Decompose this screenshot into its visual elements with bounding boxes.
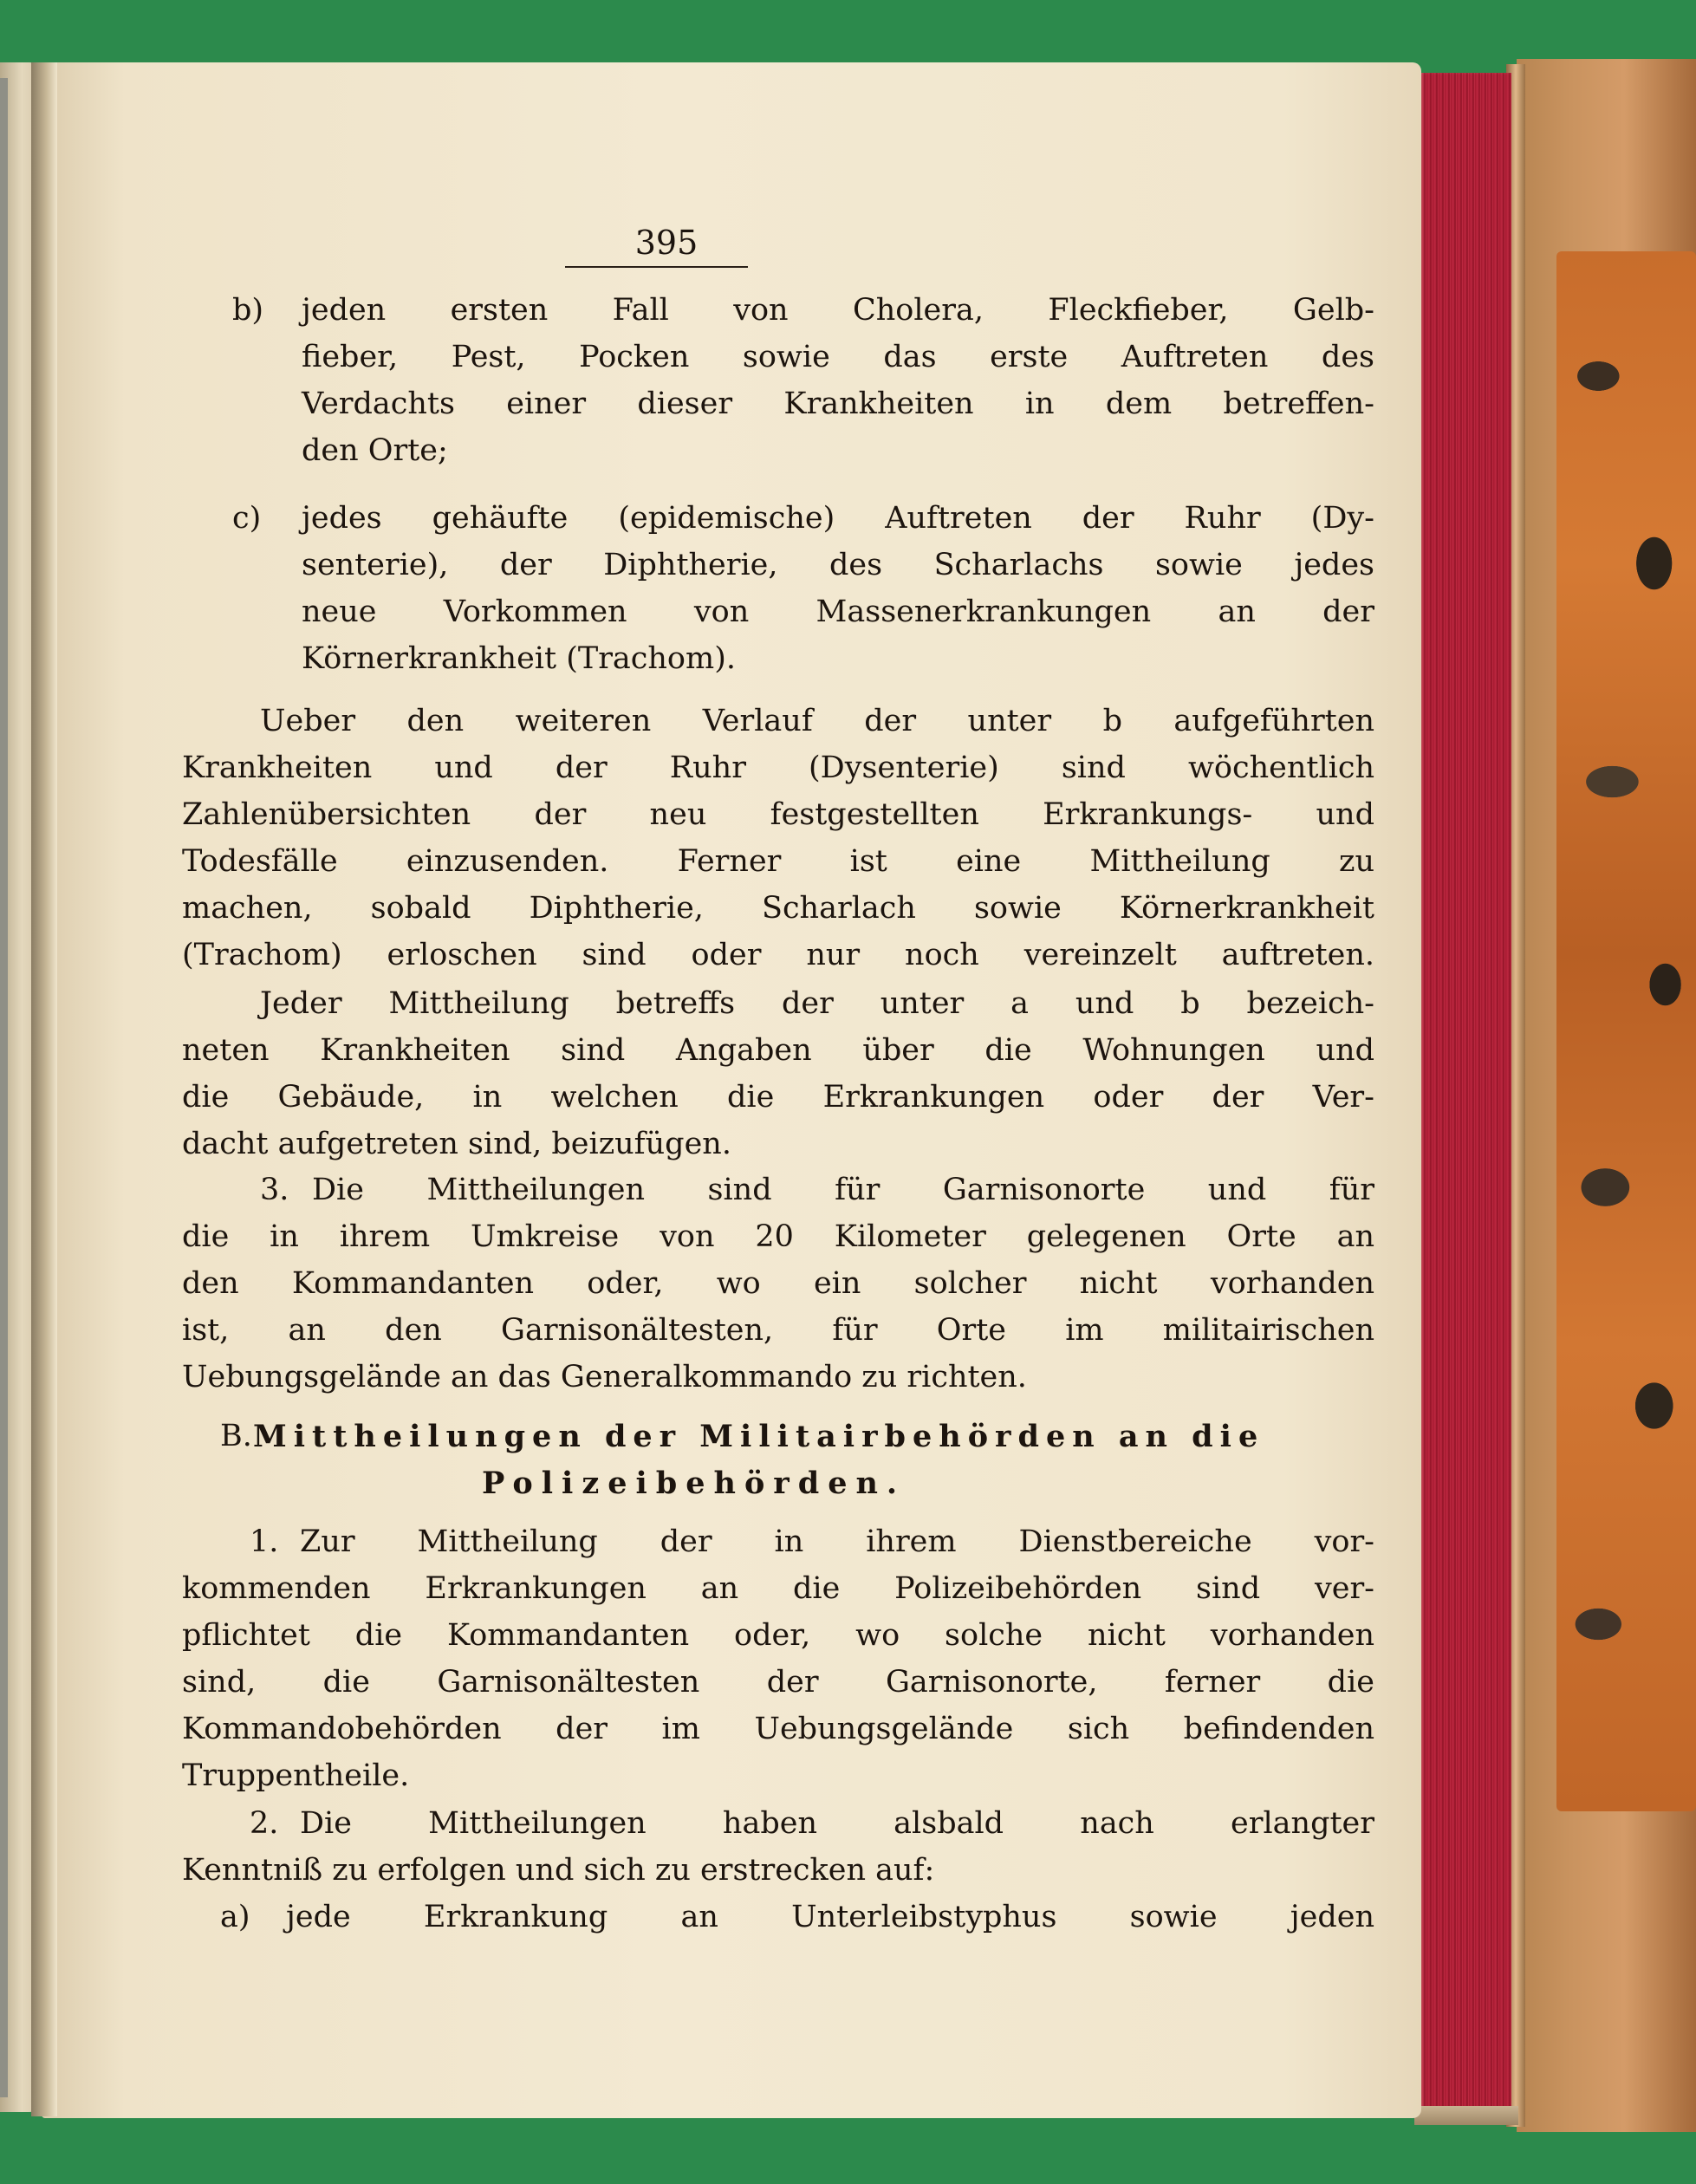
text-line: jedes gehäufte (epidemische) Auftreten der Ruhr (Dy- bbox=[302, 501, 1374, 536]
text-line: pflichtet die Kommandanten oder, wo solche nicht vorhanden bbox=[182, 1618, 1374, 1653]
text-line: Krankheiten und der Ruhr (Dysenterie) sind wöchentlich bbox=[182, 751, 1374, 785]
item-b-label: b) bbox=[232, 293, 264, 328]
text-line: Verdachts einer dieser Krankheiten in dem betreffen- bbox=[302, 387, 1374, 421]
text-line: kommenden Erkrankungen an die Polizeibehörden sind ver- bbox=[182, 1571, 1374, 1606]
item-c-label: c) bbox=[232, 501, 262, 536]
marbled-cover-pattern bbox=[1556, 251, 1696, 1811]
text-line: jede Erkrankung an Unterleibstyphus sowie jeden bbox=[286, 1900, 1374, 1934]
text-line: fieber, Pest, Pocken sowie das erste Auftreten des bbox=[302, 340, 1374, 374]
text-line: den Orte; bbox=[302, 433, 448, 468]
text-line: Jeder Mittheilung betreffs der unter a und b bezeich- bbox=[260, 986, 1374, 1021]
text-line: Kenntniß zu erfolgen und sich zu erstrecken auf: bbox=[182, 1853, 935, 1888]
text-line: den Kommandanten oder, wo ein solcher nicht vorhanden bbox=[182, 1266, 1374, 1301]
text-line: die Gebäude, in welchen die Erkrankungen oder der Ver- bbox=[182, 1080, 1374, 1115]
section-b-label: B. bbox=[220, 1419, 252, 1453]
paragraph-1-number: 1. bbox=[250, 1524, 279, 1559]
text-line: neten Krankheiten sind Angaben über die Wohnungen und bbox=[182, 1033, 1374, 1068]
text-line: machen, sobald Diphtherie, Scharlach sowie Körnerkrankheit bbox=[182, 891, 1374, 926]
paragraph-3-number: 3. bbox=[260, 1173, 289, 1207]
text-line: neue Vorkommen von Massenerkrankungen an der bbox=[302, 595, 1374, 629]
text-line: (Trachom) erloschen sind oder nur noch vereinzelt auftreten. bbox=[182, 938, 1374, 972]
text-line: die in ihrem Umkreise von 20 Kilometer gelegenen Orte an bbox=[182, 1219, 1374, 1254]
text-line: sind, die Garnisonältesten der Garnisonorte, ferner die bbox=[182, 1665, 1374, 1700]
red-page-edges bbox=[1414, 73, 1511, 2118]
text-line: senterie), der Diphtherie, des Scharlachs sowie jedes bbox=[302, 548, 1374, 582]
text-line: ist, an den Garnisonältesten, für Orte im militairischen bbox=[182, 1313, 1374, 1348]
paragraph-2-number: 2. bbox=[250, 1806, 279, 1841]
section-b-heading: Mittheilungen der Militairbehörden an die bbox=[253, 1419, 1265, 1454]
text-line: Ueber den weiteren Verlauf der unter b aufgeführten bbox=[260, 704, 1374, 738]
text-line: Die Mittheilungen haben alsbald nach erlangter bbox=[300, 1806, 1374, 1841]
page-number-rule bbox=[565, 266, 748, 268]
section-b-heading-line2: Polizeibehörden. bbox=[482, 1466, 906, 1501]
text-line: Uebungsgelände an das Generalkommando zu richten. bbox=[182, 1360, 1027, 1394]
text-line: Die Mittheilungen sind für Garnisonorte und für bbox=[312, 1173, 1374, 1207]
text-line: Zahlenübersichten der neu festgestellten Erkrankungs- und bbox=[182, 797, 1374, 832]
text-line: Körnerkrankheit (Trachom). bbox=[302, 641, 736, 676]
item-a-label: a) bbox=[220, 1900, 250, 1934]
text-line: Truppentheile. bbox=[182, 1758, 410, 1793]
text-line: jeden ersten Fall von Cholera, Fleckfieber, Gelb- bbox=[302, 293, 1374, 328]
text-line: Todesfälle einzusenden. Ferner ist eine Mittheilung zu bbox=[182, 844, 1374, 879]
book-gutter bbox=[31, 62, 57, 2116]
left-page-rim bbox=[0, 78, 8, 2097]
page-block-bottom bbox=[1414, 2106, 1518, 2125]
page-number: 395 bbox=[634, 224, 699, 262]
text-line: dacht aufgetreten sind, beizufügen. bbox=[182, 1127, 731, 1161]
text-line: Zur Mittheilung der in ihrem Dienstbereiche vor- bbox=[300, 1524, 1374, 1559]
text-line: Kommandobehörden der im Uebungsgelände sich befindenden bbox=[182, 1712, 1374, 1746]
